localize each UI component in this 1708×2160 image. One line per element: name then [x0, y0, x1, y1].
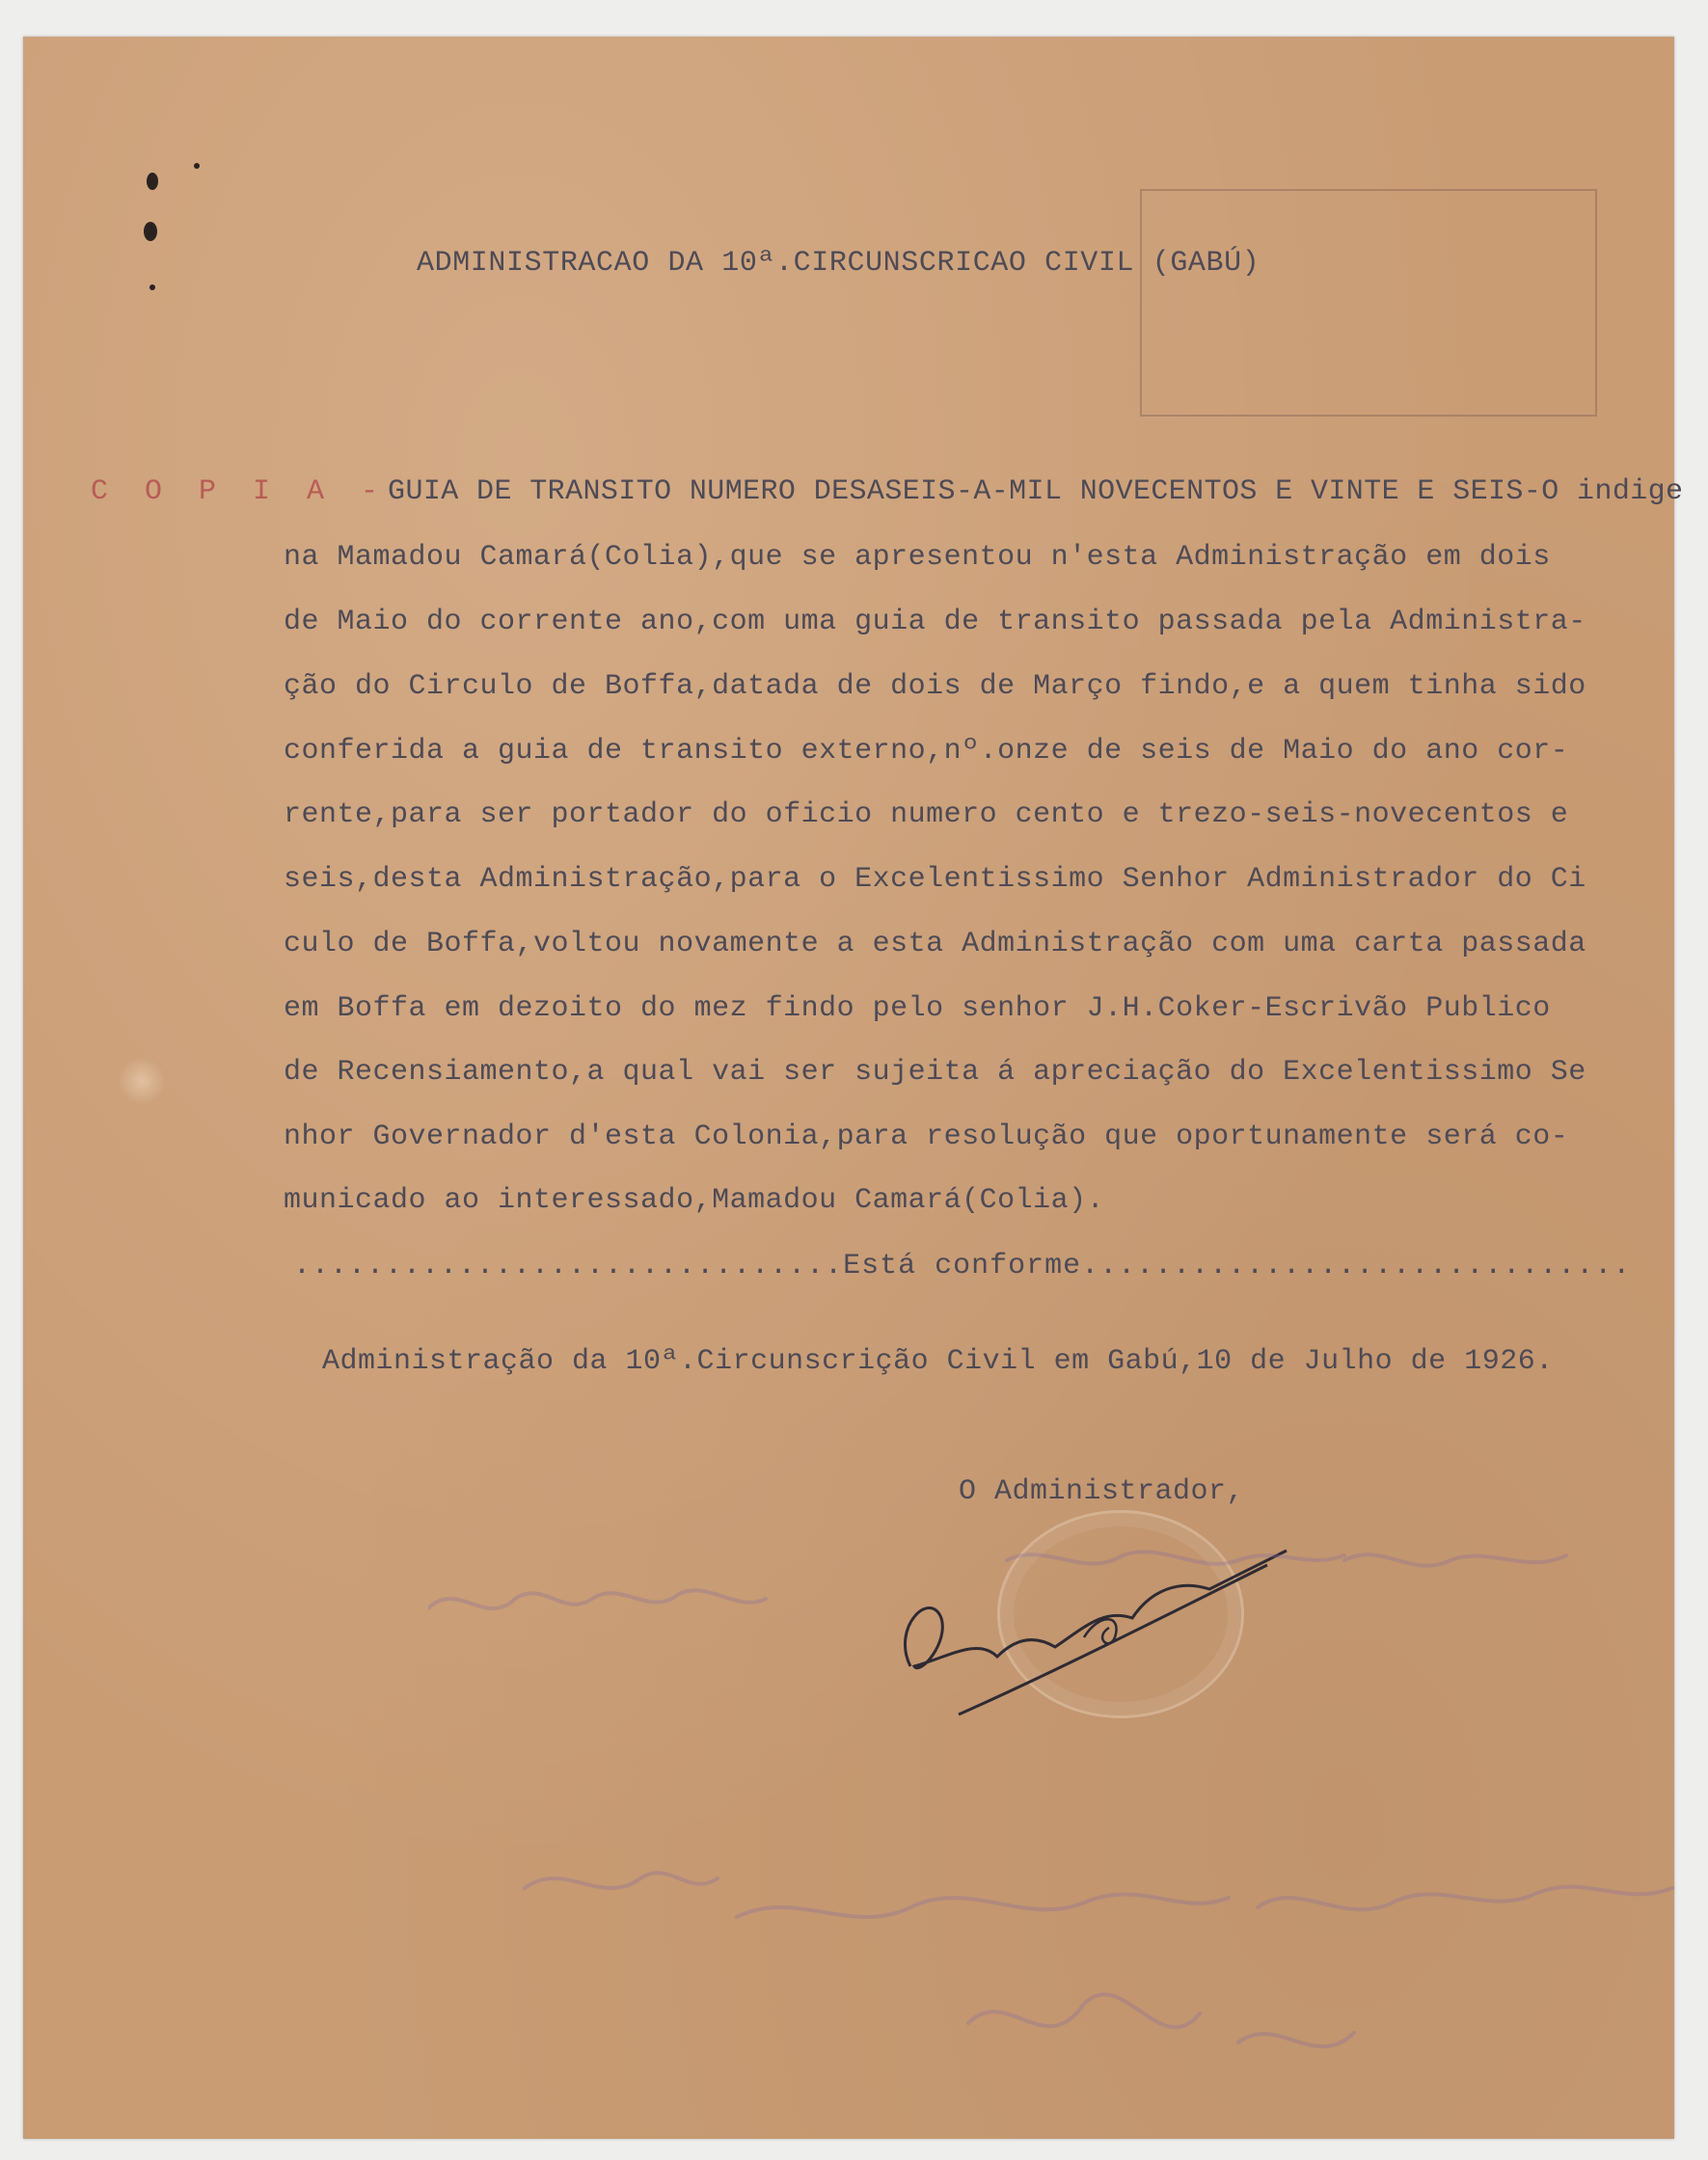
text-line-7: seis,desta Administração,para o Excelentissimo Senhor Administrador do Ci — [284, 863, 1586, 896]
text-line-4: ção do Circulo de Boffa,datada de dois de Março findo,e a quem tinha sido — [284, 670, 1586, 703]
paper-stain — [118, 1057, 166, 1105]
faded-stamp-box — [1140, 189, 1597, 417]
text-line-10: de Recensiamento,a qual vai ser sujeita á apreciação do Excelentissimo Se — [284, 1056, 1586, 1089]
text-line-12: municado ao interessado,Mamadou Camará(Colia). — [284, 1184, 1105, 1217]
text-line-1: GUIA DE TRANSITO NUMERO DESASEIS-A-MIL NOVECENTOS E VINTE E SEIS-O indige — [388, 475, 1684, 508]
text-line-8: culo de Boffa,voltou novamente a esta Administração com uma carta passada — [284, 928, 1586, 960]
signatory-title: O Administrador, — [959, 1475, 1245, 1508]
text-line-11: nhor Governador d'esta Colonia,para resolução que oportunamente será co- — [284, 1120, 1569, 1153]
punch-holes — [137, 162, 224, 307]
text-line-3: de Maio do corrente ano,com uma guia de transito passada pela Administra- — [284, 606, 1586, 638]
conformity-line: ..............................Está conforme.............................. — [293, 1250, 1632, 1282]
first-line — [91, 475, 1683, 508]
copia-label: C O P I A - — [91, 475, 389, 508]
text-line-2: na Mamadou Camará(Colia),que se apresentou n'esta Administração em dois — [284, 541, 1551, 574]
place-date-line: Administração da 10ª.Circunscrição Civil em Gabú,10 de Julho de 1926. — [322, 1345, 1554, 1378]
text-line-9: em Boffa em dezoito do mez findo pelo senhor J.H.Coker-Escrivão Publico — [284, 992, 1551, 1025]
faded-handwriting — [428, 1522, 1701, 2120]
header-title: ADMINISTRACAO DA 10ª.CIRCUNSCRICAO CIVIL (GABÚ) — [417, 247, 1261, 280]
text-line-5: conferida a guia de transito externo,nº.onze de seis de Maio do ano cor- — [284, 735, 1569, 768]
document-sheet — [23, 37, 1684, 2139]
text-line-6: rente,para ser portador do oficio numero cento e trezo-seis-novecentos e — [284, 798, 1569, 831]
